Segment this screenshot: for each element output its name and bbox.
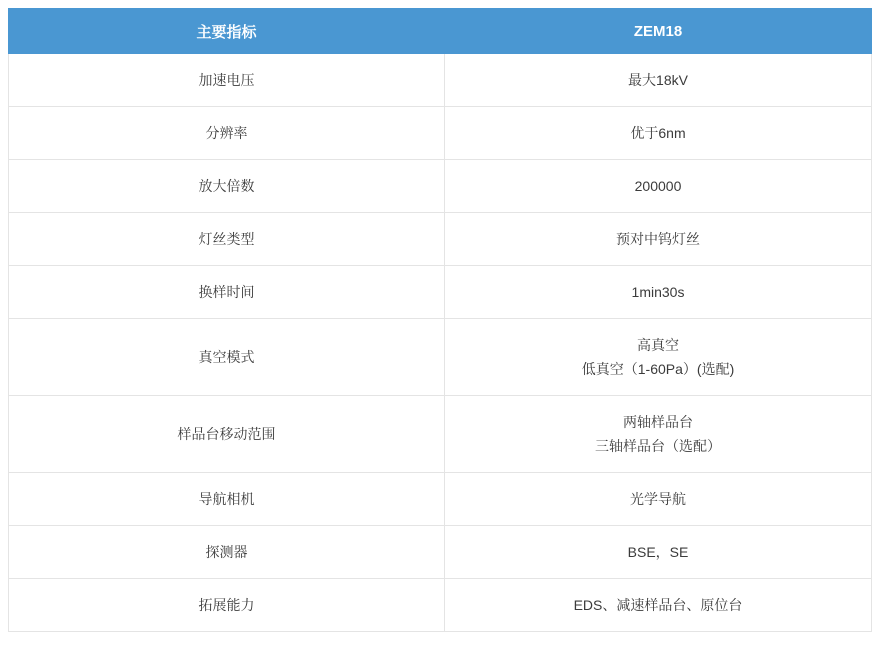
row-value-line: 两轴样品台 [623,414,693,430]
row-value-line: 光学导航 [630,491,686,507]
row-label: 分辨率 [9,107,445,160]
table-header-row [9,9,872,54]
table-row [9,160,872,213]
row-value-line: 最大18kV [628,72,688,88]
row-value-line: BSE，SE [627,544,689,560]
row-value [445,319,872,396]
row-value [445,526,872,579]
row-value [445,213,872,266]
row-label: 真空模式 [9,319,445,396]
row-value [445,266,872,319]
table-header [9,9,872,54]
row-value [445,396,872,473]
table-row [9,266,872,319]
table-row [9,107,872,160]
specification-table [8,8,872,632]
column-header-metric: 主要指标 [9,9,445,54]
row-value-line: 优于6nm [630,125,686,141]
row-value [445,54,872,107]
row-value-line: 三轴样品台（选配） [595,438,721,454]
table-row [9,319,872,396]
row-value [445,107,872,160]
row-value [445,473,872,526]
row-value-line: 1min30s [631,284,685,300]
row-value [445,579,872,632]
column-header-model: ZEM18 [445,9,872,54]
table-row [9,579,872,632]
row-value-line: 预对中钨灯丝 [616,231,700,247]
row-value-line: 高真空 [637,337,679,353]
row-label: 探测器 [9,526,445,579]
row-value-line: 200000 [634,178,682,194]
row-value-line: 低真空（1-60Pa）(选配) [581,361,735,377]
row-label: 导航相机 [9,473,445,526]
row-value [445,160,872,213]
table-body [9,54,872,632]
row-value-line: EDS、减速样品台、原位台 [573,597,743,613]
row-label: 加速电压 [9,54,445,107]
table-row [9,473,872,526]
table-row [9,526,872,579]
table-row [9,213,872,266]
row-label: 样品台移动范围 [9,396,445,473]
table-row [9,396,872,473]
row-label: 放大倍数 [9,160,445,213]
row-label: 换样时间 [9,266,445,319]
table-row [9,54,872,107]
row-label: 灯丝类型 [9,213,445,266]
row-label: 拓展能力 [9,579,445,632]
